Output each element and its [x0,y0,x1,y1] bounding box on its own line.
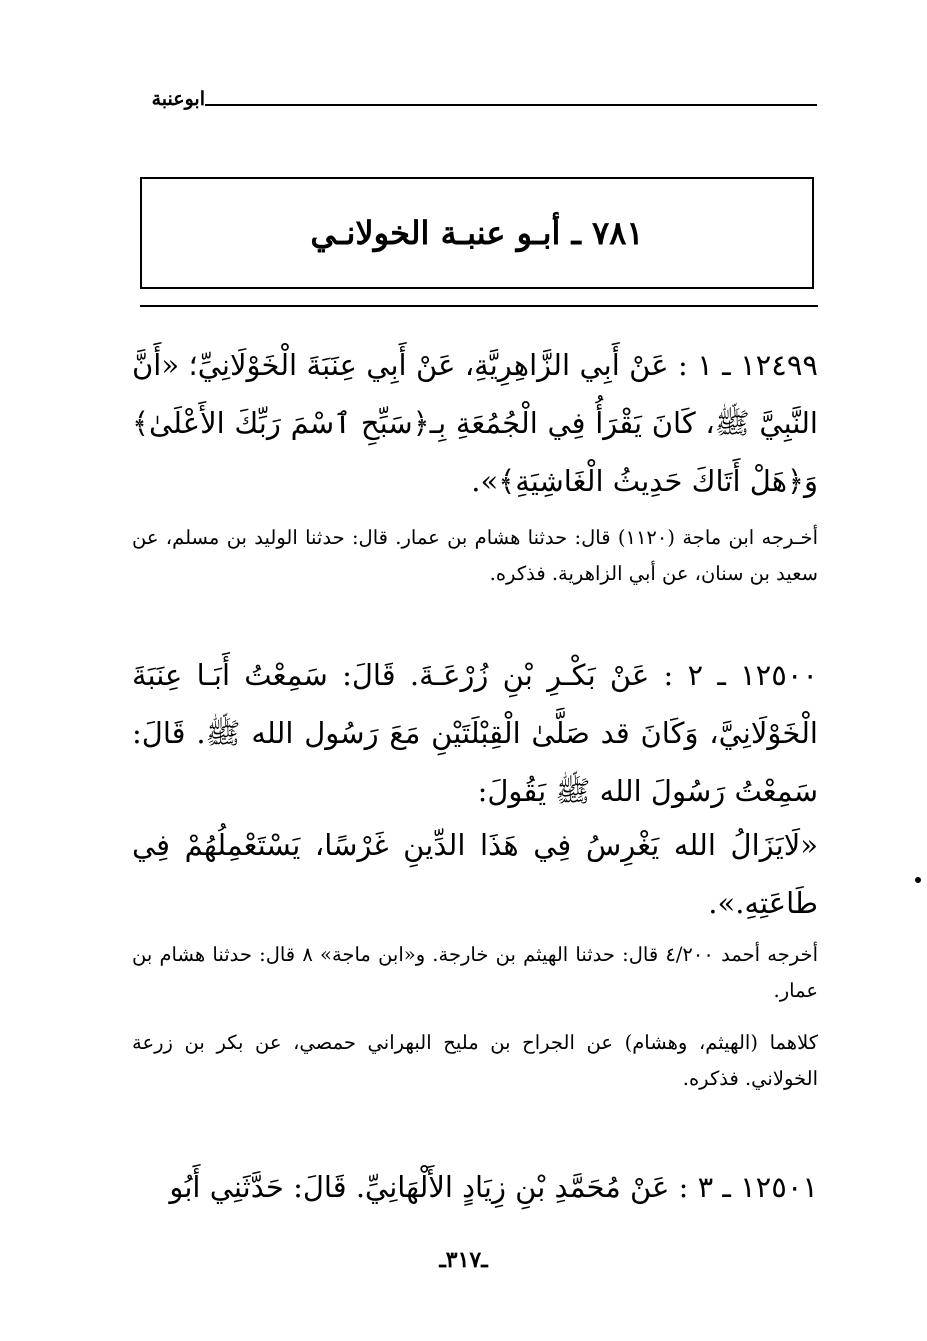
hadith-12500-quote: «لَايَزَالُ الله يَغْرِسُ فِي هَذَا الدِّينِ غَرْسًا، يَسْتَعْمِلُهُمْ فِي طَاعَتِهِ.». [132,828,818,920]
chapter-title: ٧٨١ ـ أبـو عنبـة الخولانـي [310,214,644,252]
title-underline [140,305,818,307]
hadith-12500: ١٢٥٠٠ ـ ٢ : عَنْ بَكْـرِ بْنِ زُرْعَـةَ. قَالَ: سَمِعْتُ أَبَـا عِنَبَةَ الْخَوْلَانِيَّ، وَكَانَ قد صَلَّىٰ الْقِبْلَتَيْنِ مَعَ رَسُول الله ﷺ. قَالَ: سَمِعْتُ رَسُولَ الله ﷺ يَقُولَ: [132,658,818,808]
title-box [140,177,814,289]
header-rule [205,104,817,106]
takhrij-12499: أخـرجه ابن ماجة (١١٢٠) قال: حدثنا هشام بن عمار. قال: حدثنا الوليد بن مسلم، عن سعيد بن سنان، عن أبي الزاهرية. فذكره. [132,526,818,585]
page-number: ـ٣١٧ـ [439,1247,488,1273]
takhrij-12500-b: كلاهما (الهيثم، وهشام) عن الجراح بن مليح البهراني حمصي، عن بكر بن زرعة الخولاني. فذكره. [132,1031,818,1090]
takhrij-12500-a: أخرجه أحمد ٤/٢٠٠ قال: حدثنا الهيثم بن خارجة. و«ابن ماجة» ٨ قال: حدثنا هشام بن عمار. [132,943,818,1002]
running-head: ابوعنبة [151,88,205,110]
hadith-12501: ١٢٥٠١ ـ ٣ : عَنْ مُحَمَّدِ بْنِ زِيَادٍ الأَلْهَانِيِّ. قَالَ: حَدَّثَنِي أَبُو [169,1170,818,1204]
margin-dot [915,877,921,883]
hadith-12499: ١٢٤٩٩ ـ ١ : عَنْ أَبِي الزَّاهِرِيَّةِ، عَنْ أَبِي عِنَبَةَ الْخَوْلَانِيِّ؛ «أَنَّ النَّبِيَّ ﷺ، كَانَ يَقْرَأُ فِي الْجُمُعَةِ بِـ﴿سَبِّحِ ٱسْمَ رَبِّكَ الأَعْلَىٰ﴾ وَ﴿هَلْ أَتَاكَ حَدِيثُ الْغَاشِيَةِ﴾». [132,348,818,498]
